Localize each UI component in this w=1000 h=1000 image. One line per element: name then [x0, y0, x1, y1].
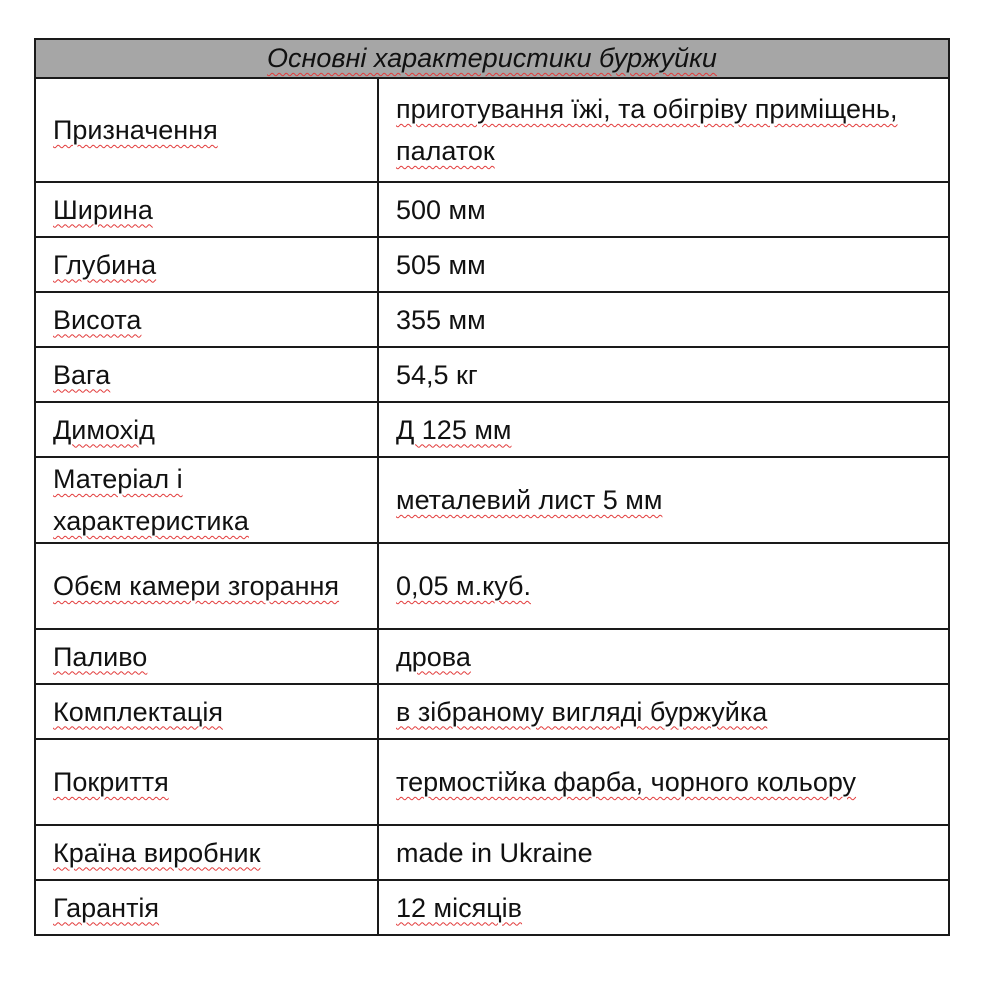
- spec-label-text: Матеріал і характеристика: [53, 464, 249, 536]
- spec-value: [378, 402, 949, 457]
- spec-label-text: Висота: [53, 304, 142, 335]
- table-header-row: [35, 39, 949, 78]
- spec-label-text: Димохід: [53, 414, 155, 445]
- table-title: [35, 39, 949, 78]
- table-body: [35, 78, 949, 935]
- spec-value-text: в зібраному вигляді буржуйка: [396, 696, 768, 727]
- spec-value: [378, 629, 949, 684]
- spec-label: [35, 825, 378, 880]
- table-row: [35, 237, 949, 292]
- spec-value: [378, 880, 949, 935]
- spec-label: [35, 880, 378, 935]
- table-row: [35, 739, 949, 825]
- table-row: [35, 78, 949, 182]
- spec-value: [378, 825, 949, 880]
- spec-label-text: Ширина: [53, 194, 153, 225]
- table-title-text: Основні характеристики буржуйки: [267, 43, 717, 73]
- spec-value-text: термостійка фарба, чорного кольору: [396, 767, 857, 797]
- spec-label: [35, 347, 378, 402]
- spec-value: [378, 292, 949, 347]
- table-row: [35, 182, 949, 237]
- spec-value: [378, 684, 949, 739]
- spec-label-text: Покриття: [53, 767, 169, 797]
- spec-value-text: made in Ukraine: [396, 837, 593, 868]
- spec-value-text: 12 місяців: [396, 892, 523, 923]
- spec-label: [35, 739, 378, 825]
- specifications-table: [34, 38, 950, 936]
- spec-label-text: Вага: [53, 359, 111, 390]
- spec-label: [35, 684, 378, 739]
- spec-value-text: 54,5 кг: [396, 359, 478, 390]
- spec-label: [35, 629, 378, 684]
- table-row: [35, 347, 949, 402]
- spec-label: [35, 237, 378, 292]
- spec-value: [378, 543, 949, 629]
- spec-label-text: Комплектація: [53, 696, 223, 727]
- spec-value-text: металевий лист 5 мм: [396, 485, 663, 515]
- spec-label: [35, 292, 378, 347]
- spec-value-text: 505 мм: [396, 249, 486, 280]
- spec-value-text: приготування їжі, та обігріву приміщень, палаток: [396, 94, 898, 166]
- spec-label: [35, 457, 378, 543]
- spec-label: [35, 402, 378, 457]
- table-row: [35, 402, 949, 457]
- table-row: [35, 629, 949, 684]
- table-row: [35, 880, 949, 935]
- spec-label: [35, 543, 378, 629]
- spec-value: [378, 739, 949, 825]
- spec-label-text: Обєм камери згорання: [53, 571, 340, 601]
- table-row: [35, 292, 949, 347]
- spec-value-text: Д 125 мм: [396, 414, 512, 445]
- spec-value: [378, 182, 949, 237]
- spec-value-text: 0,05 м.куб.: [396, 571, 531, 601]
- spec-value: [378, 347, 949, 402]
- spec-value-text: 355 мм: [396, 304, 486, 335]
- spec-value-text: дрова: [396, 641, 471, 672]
- table-row: [35, 457, 949, 543]
- spec-label-text: Гарантія: [53, 892, 160, 923]
- spec-label-text: Глубина: [53, 249, 157, 280]
- spec-label-text: Країна виробник: [53, 837, 261, 868]
- spec-label: [35, 182, 378, 237]
- spec-value: [378, 237, 949, 292]
- table-row: [35, 543, 949, 629]
- table-row: [35, 825, 949, 880]
- spec-label-text: Призначення: [53, 115, 218, 145]
- spec-label: [35, 78, 378, 182]
- spec-value-text: 500 мм: [396, 194, 486, 225]
- spec-value: [378, 457, 949, 543]
- spec-label-text: Паливо: [53, 641, 148, 672]
- spec-value: [378, 78, 949, 182]
- table-row: [35, 684, 949, 739]
